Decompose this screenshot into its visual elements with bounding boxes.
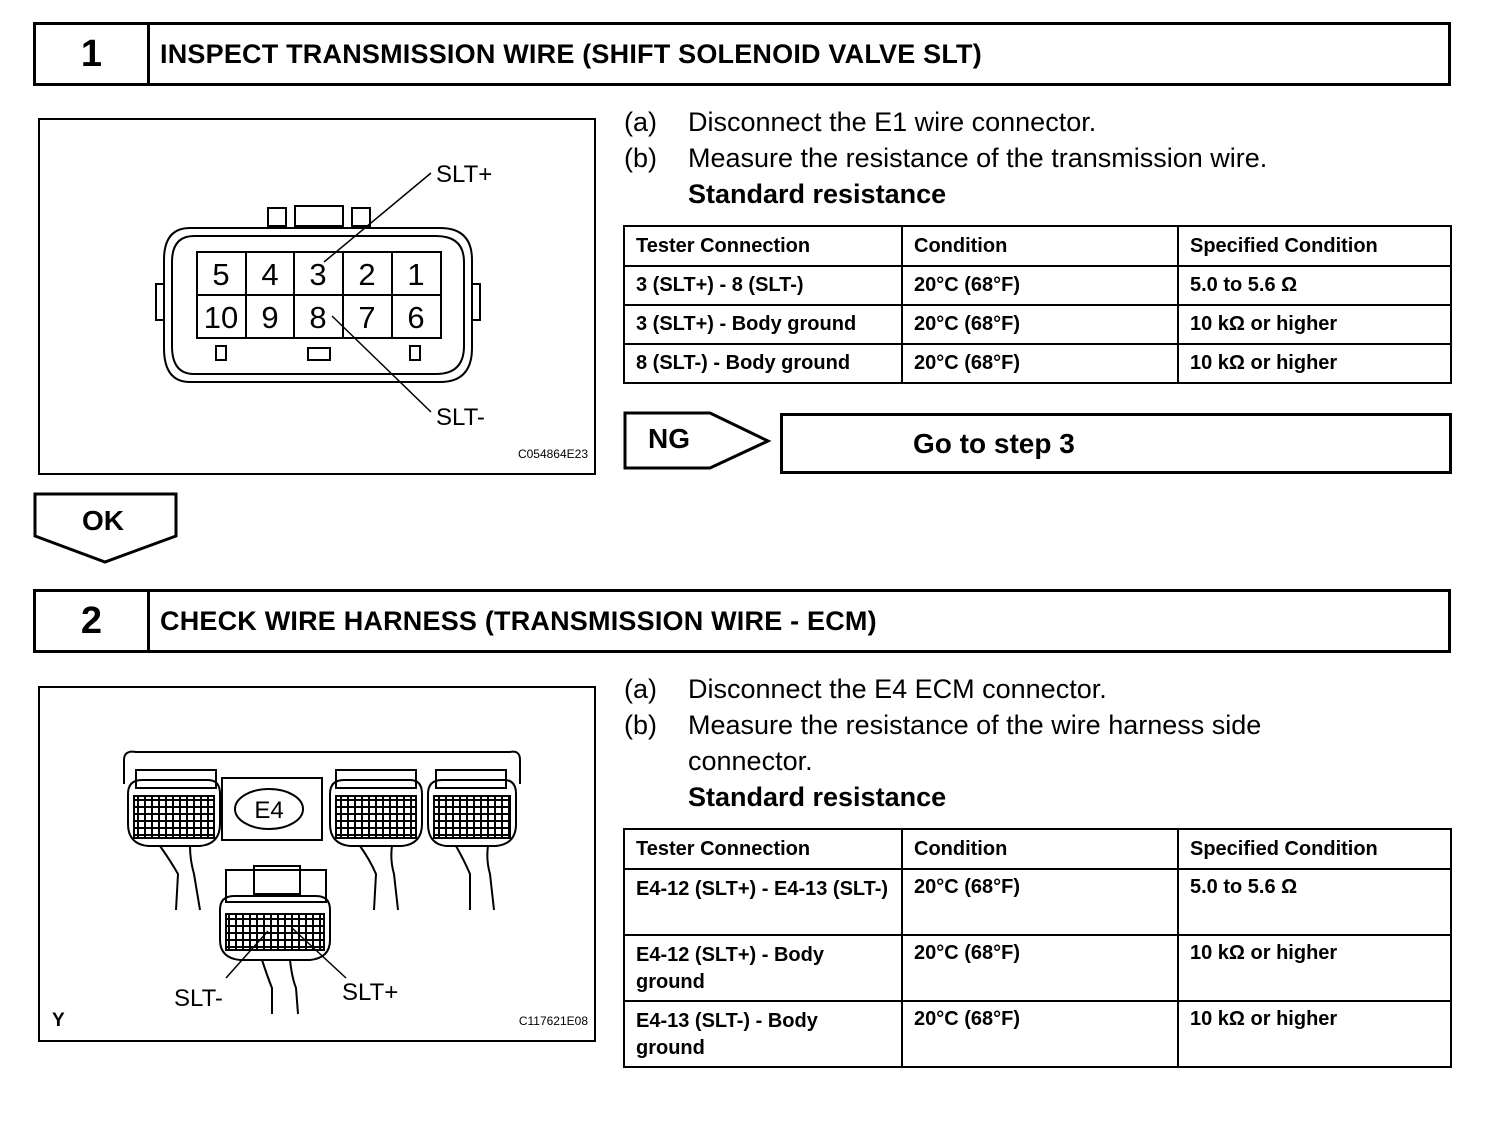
instruction-b-label: (b) [624,143,657,173]
ok-label: OK [82,505,124,536]
header-cell: Tester Connection [624,829,902,869]
figure-corner-mark: Y [52,1010,65,1031]
table-row [624,869,1451,935]
table-row [624,305,1451,344]
table-header-row [624,226,1451,266]
step-2-header [33,589,1451,653]
pin-5: 5 [212,257,230,292]
figure-code: C117621E08 [518,1014,588,1028]
table-cell: E4-12 (SLT+) - Body ground [624,935,902,1001]
slt-minus-label: SLT- [436,404,485,431]
step-1-spec-table [623,225,1452,384]
pin-6: 6 [407,300,425,335]
step-number: 1 [36,25,150,83]
table-cell: 20°C (68°F) [902,344,1178,383]
slt-plus-label: SLT+ [342,979,399,1006]
ecm-connector-diagram [38,686,596,1042]
instruction-a-text: Disconnect the E4 ECM connector. [688,674,1107,704]
header-cell: Condition [902,226,1178,266]
instruction-b-text: Measure the resistance of the wire harness side [688,710,1262,740]
pin-8: 8 [309,300,327,335]
step-title: CHECK WIRE HARNESS (TRANSMISSION WIRE - ECM) [160,605,877,636]
instruction-a-label: (a) [624,674,657,704]
table-cell: 20°C (68°F) [902,305,1178,344]
table-cell: 20°C (68°F) [902,266,1178,305]
table-cell: 20°C (68°F) [902,869,1178,935]
instruction-a-text: Disconnect the E1 wire connector. [688,107,1097,137]
table-cell: 10 kΩ or higher [1178,935,1451,1001]
table-cell: 3 (SLT+) - Body ground [624,305,902,344]
slt-minus-label: SLT- [174,985,223,1012]
latch [268,208,286,226]
instruction-b-continuation: connector. [688,746,813,776]
step-1-header [33,22,1451,86]
pin-7: 7 [358,300,376,335]
header-cell: Condition [902,829,1178,869]
ecm-illustration [40,688,598,1044]
step-2-instructions [624,671,1261,815]
step-1-instructions [624,104,1267,212]
header-cell: Specified Condition [1178,829,1451,869]
table-row [624,935,1451,1001]
table-cell: 3 (SLT+) - 8 (SLT-) [624,266,902,305]
connector-illustration [40,120,598,477]
go-to-step-label: Go to step 3 [913,427,1075,459]
table-cell: 20°C (68°F) [902,1001,1178,1067]
header-cell: Specified Condition [1178,226,1451,266]
standard-resistance-heading: Standard resistance [688,782,947,812]
table-row [624,266,1451,305]
pin-1: 1 [407,257,425,292]
e4-connector-label: E4 [254,797,284,824]
step-title: INSPECT TRANSMISSION WIRE (SHIFT SOLENOID VALVE SLT) [160,38,982,69]
instruction-a-label: (a) [624,107,657,137]
connector-diagram-e1 [38,118,596,475]
ng-arrow-icon [622,410,774,472]
table-cell: 5.0 to 5.6 Ω [1178,869,1451,935]
figure-code: C054864E23 [517,447,588,461]
step-2-spec-table [623,828,1452,1068]
ng-label: NG [648,423,690,454]
pin-3: 3 [309,257,327,292]
pin-2: 2 [358,257,376,292]
table-cell: 10 kΩ or higher [1178,305,1451,344]
table-cell: 10 kΩ or higher [1178,1001,1451,1067]
table-cell: 5.0 to 5.6 Ω [1178,266,1451,305]
step-number: 2 [36,592,150,650]
table-row [624,1001,1451,1067]
table-header-row [624,829,1451,869]
standard-resistance-heading: Standard resistance [688,179,947,209]
table-cell: E4-12 (SLT+) - E4-13 (SLT-) [624,869,902,935]
pin-9: 9 [261,300,279,335]
table-row [624,344,1451,383]
table-cell: 20°C (68°F) [902,935,1178,1001]
table-cell: E4-13 (SLT-) - Body ground [624,1001,902,1067]
instruction-b-label: (b) [624,710,657,740]
table-cell: 10 kΩ or higher [1178,344,1451,383]
header-cell: Tester Connection [624,226,902,266]
slt-plus-label: SLT+ [436,161,493,188]
pin-4: 4 [261,257,279,292]
instruction-b-text: Measure the resistance of the transmission wire. [688,143,1268,173]
go-to-step-3-link[interactable] [780,413,1452,474]
table-cell: 8 (SLT-) - Body ground [624,344,902,383]
pin-10: 10 [203,300,239,335]
